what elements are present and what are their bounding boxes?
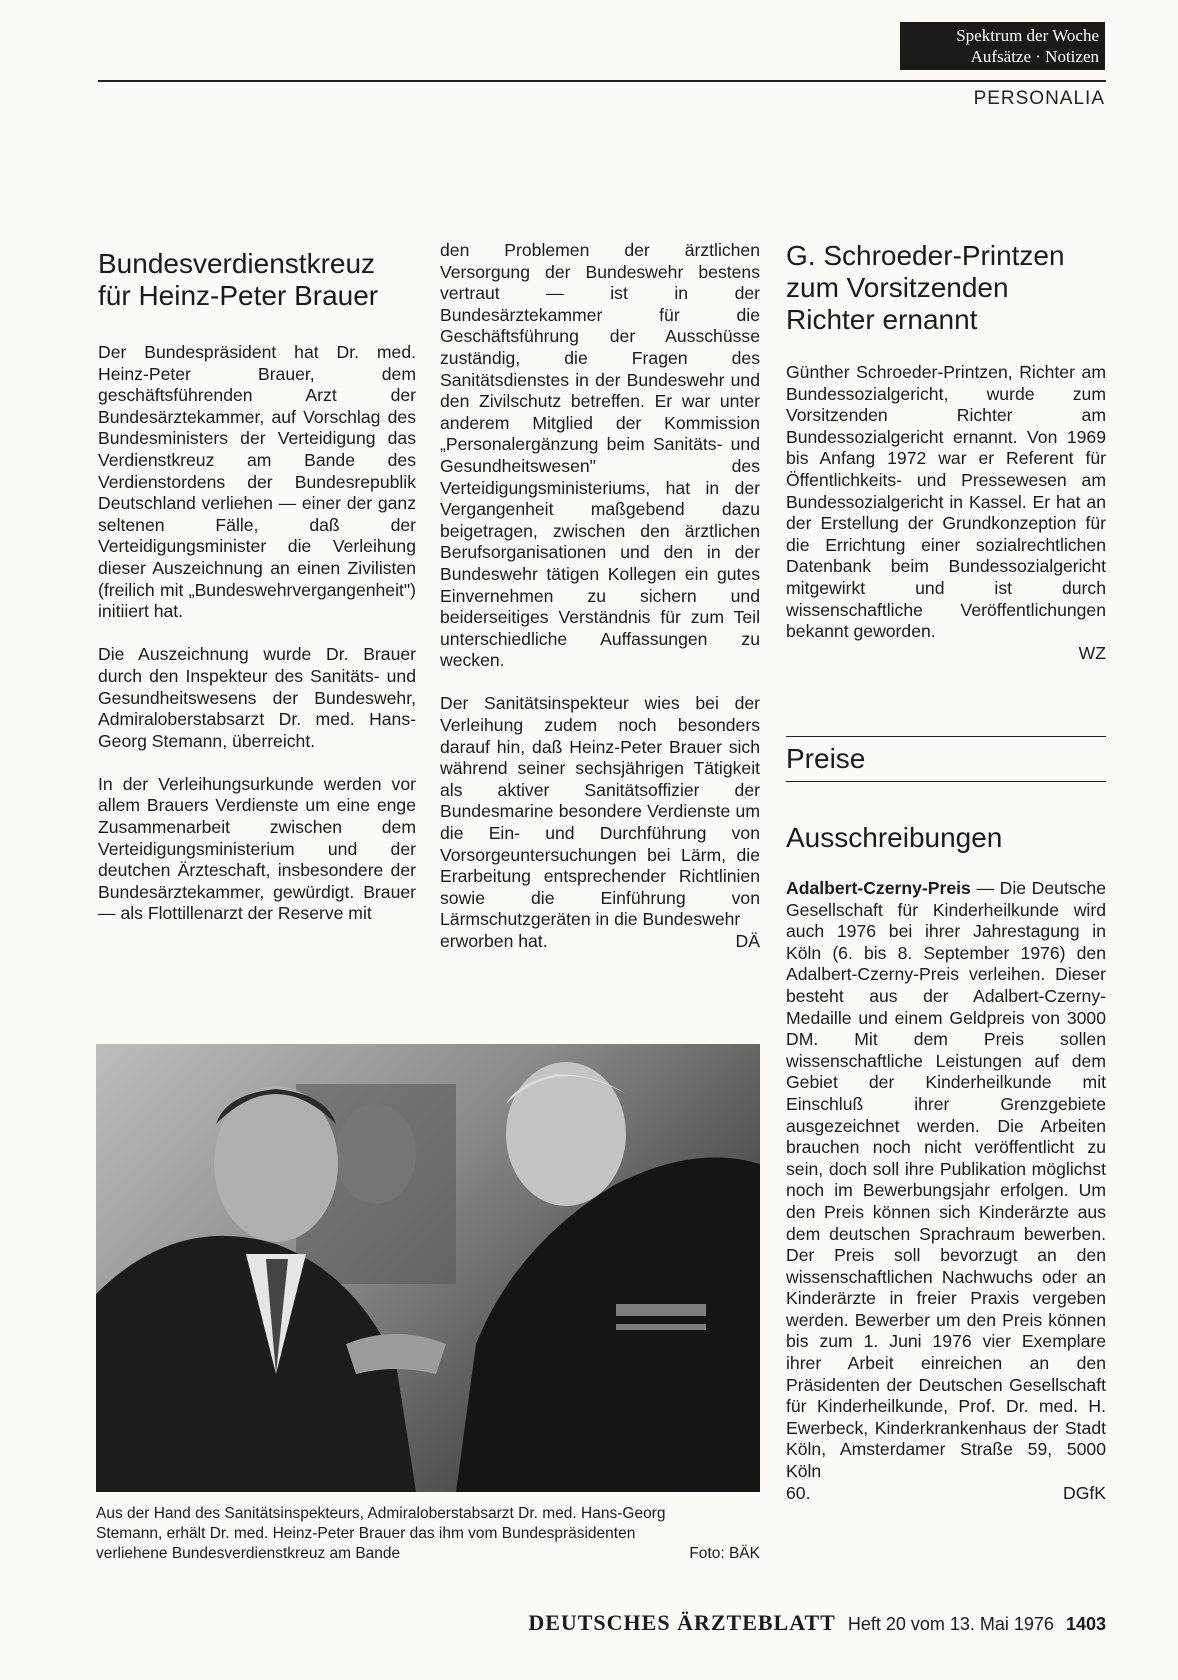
- preise-title: Preise: [786, 743, 866, 774]
- paragraph-end: 60.: [786, 1482, 811, 1503]
- caption-line: Stemann, erhält Dr. med. Heinz-Peter Brauer das ihm vom Bundespräsidenten: [96, 1525, 636, 1542]
- paragraph: Günther Schroeder-Printzen, Richter am Bundessozialgericht, wurde zum Vorsitzenden Richter am Bundessozialgericht ernannt. Von 1969 bis Anfang 1972 war er Referent für Öffentlichkeits- und Pressewesen am Bundessozialgericht in Kassel. Er hat an der Erstellung der Grundkonzeption für die Errichtung einer sozialrechtlichen Datenbank beim Bundessozialgericht mitgewirkt und ist durch wissenschaftliche Veröffentlichungen bekannt geworden.: [786, 362, 1106, 642]
- paragraph: Der Sanitätsinspekteur wies bei der Verleihung zudem noch besonders darauf hin, daß Heinz-Peter Brauer sich während seiner sechsjährigen Tätigkeit als aktiver Sanitätsoffizier der Bundesmarine besondere Verdienste um die Ein- und Durchführung von Vorsorgeuntersuchungen bei Lärm, die Erarbeitung entsprechender Richtlinien sowie die Einführung von Lärmschutzgeräten in die Bundeswehr: [440, 693, 760, 930]
- divider: [786, 781, 1106, 782]
- article-schroeder-title: [786, 240, 1106, 336]
- author-sign: WZ: [1078, 642, 1106, 663]
- article-brauer-col1: [98, 248, 416, 947]
- paragraph: Der Bundespräsident hat Dr. med. Heinz-Peter Brauer, dem geschäftsführenden Arzt der Bundesärztekammer, auf Vorschlag des Bundesministers der Verteidigung das Verdienstkreuz am Bande des Verdienstordens der Bundesrepublik Deutschland verliehen — einer der ganz seltenen Fälle, daß der Verteidigungsminister die Verleihung dieser Auszeichnung an einen Zivilisten (freilich mit „Bundeswehrvergangenheit") initiiert hat.: [98, 342, 416, 622]
- preise-section: [786, 736, 1106, 782]
- paragraph: In der Verleihungsurkunde werden vor allem Brauers Verdienste um eine enge Zusammenarbeit zwischen dem Verteidigungsministerium und der deutchen Ärzteschaft, insbesondere der Bundesärztekammer, gewürdigt. Brauer — als Flottillenarzt der Reserve mit: [98, 773, 416, 924]
- author-sign: DÄ: [735, 931, 760, 951]
- paragraph: den Problemen der ärztlichen Versorgung der Bundeswehr bestens vertraut — ist in der Bundesärztekammer für die Geschäftsführung der Ausschüsse zuständig, die Fragen des Sanitätsdienstes in der Bundeswehr und den Zivilschutz betreffen. Er war unter anderem Mitglied der Kommission „Personalergänzung beim Sanitäts- und Gesundheitswesen" des Verteidigungsministeriums, hat in der Vergangenheit maßgebend dazu beigetragen, zwischen den ärztlichen Berufsorganisationen und den in der Bundeswehr tätigen Kollegen ein gutes Einvernehmen zu sichern und beiderseitiges Verständnis für zum Teil unterschiedliche Auffassungen zu wecken.: [440, 240, 760, 671]
- caption-line: verliehene Bundesverdienstkreuz am Bande: [96, 1545, 401, 1562]
- paragraph: [786, 878, 1106, 1483]
- paragraph-end: erworben hat.: [440, 931, 548, 951]
- photo-caption: [96, 1504, 760, 1564]
- article-schroeder: [786, 240, 1106, 664]
- prize-name: Adalbert-Czerny-Preis: [786, 878, 971, 898]
- journal-title: DEUTSCHES ÄRZTEBLATT: [528, 1610, 836, 1635]
- page-footer: [494, 1610, 1106, 1636]
- signature-row: [786, 1483, 1106, 1505]
- signature-row: [786, 643, 1106, 665]
- title-line-1: Bundesverdienstkreuz: [98, 248, 376, 279]
- article-brauer-title: [98, 248, 416, 312]
- page-number: 1403: [1065, 1614, 1106, 1634]
- author-sign: DGfK: [1062, 1482, 1106, 1503]
- award-photo: [96, 1044, 760, 1492]
- photo-illustration: [96, 1044, 760, 1492]
- ausschreibungen-title: Ausschreibungen: [786, 822, 1003, 853]
- title-line-3: Richter ernannt: [786, 304, 978, 335]
- section-label: PERSONALIA: [973, 88, 1105, 109]
- title-line-2: zum Vorsitzenden: [786, 272, 1009, 303]
- paragraph: Die Auszeichnung wurde Dr. Brauer durch den Inspekteur des Sanitäts- und Gesundheitswesens der Bundeswehr, Admiraloberstabsarzt Dr. med. Hans-Georg Stemann, überreicht.: [98, 644, 416, 751]
- caption-last-row: [96, 1544, 760, 1564]
- article-brauer-col2: [440, 240, 760, 953]
- header-rule: [98, 80, 1106, 82]
- issue-info: Heft 20 vom 13. Mai 1976: [847, 1614, 1054, 1634]
- divider: [786, 736, 1106, 737]
- photo-credit: Foto: BÄK: [689, 1545, 760, 1562]
- signature-row: [440, 931, 760, 953]
- section-badge: [900, 22, 1105, 70]
- badge-line-1: Spektrum der Woche: [956, 26, 1099, 45]
- ausschreibungen-section: [786, 822, 1106, 1504]
- title-line-1: G. Schroeder-Printzen: [786, 240, 1065, 271]
- title-line-2: für Heinz-Peter Brauer: [98, 280, 379, 311]
- prize-body: — Die Deutsche Gesellschaft für Kinderheilkunde wird auch 1976 bei ihrer Jahrestagung in Köln (6. bis 8. September 1976) den Adalbert-Czerny-Preis verleihen. Dieser besteht aus der Adalbert-Czerny-Medaille und einem Geldpreis von 3000 DM. Mit dem Preis sollen wissenschaftliche Leistungen auf dem Gebiet der Kinderheilkunde mit Einschluß ihrer Grenzgebiete ausgezeichnet werden. Die Arbeiten brauchen noch nicht veröffentlicht zu sein, doch soll ihre Publikation möglichst noch im Bewerbungsjahr erfolgen. Um den Preis können sich Kinderärzte aus dem deutschen Sprachraum bewerben. Der Preis soll bevorzugt an den wissenschaftlichen Nachwuchs oder an Kinderärzte in freier Praxis vergeben werden. Bewerber um den Preis können bis zum 1. Juni 1976 vier Exemplare ihrer Arbeit einreichen an den Präsidenten der Deutschen Gesellschaft für Kinderheilkunde, Prof. Dr. med. H. Ewerbeck, Kinderkrankenhaus der Stadt Köln, Amsterdamer Straße 59, 5000 Köln: [786, 878, 1106, 1482]
- caption-line: Aus der Hand des Sanitätsinspekteurs, Admiraloberstabsarzt Dr. med. Hans-Georg: [96, 1505, 666, 1522]
- badge-line-2: Aufsätze · Notizen: [970, 47, 1099, 66]
